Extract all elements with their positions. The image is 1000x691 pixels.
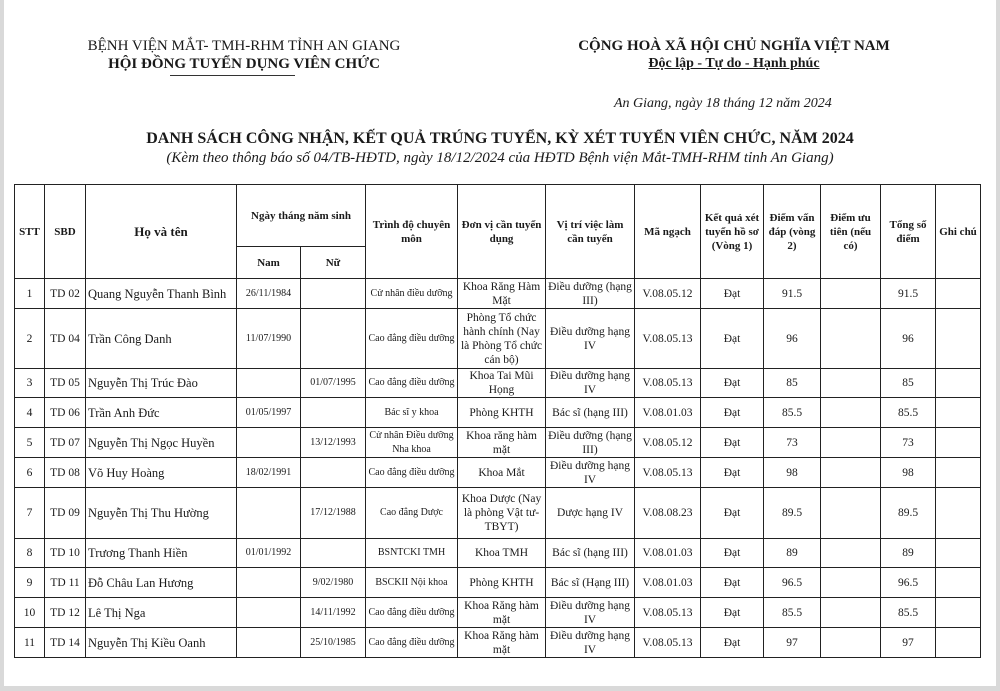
dob-female-cell (301, 279, 366, 309)
unit-cell: Phòng KHTH (458, 398, 546, 428)
qualification-cell: Cao đẳng điều dưỡng (366, 458, 458, 488)
priority-score-cell (821, 488, 881, 539)
round1-result-cell: Đạt (701, 309, 764, 369)
priority-score-cell (821, 539, 881, 568)
total-score-cell: 85 (881, 369, 936, 398)
dob-female-cell (301, 309, 366, 369)
stt-cell: 5 (15, 428, 45, 458)
sbd-cell: TD 05 (45, 369, 86, 398)
position-cell: Bác sĩ (hạng III) (546, 539, 635, 568)
round1-result-cell: Đạt (701, 458, 764, 488)
dob-female-cell: 25/10/1985 (301, 628, 366, 658)
name-cell: Nguyễn Thị Ngọc Huyền (86, 428, 237, 458)
sbd-cell: TD 09 (45, 488, 86, 539)
stt-cell: 1 (15, 279, 45, 309)
dob-male-cell (237, 428, 301, 458)
total-score-cell: 73 (881, 428, 936, 458)
total-score-cell: 91.5 (881, 279, 936, 309)
interview-score-cell: 96 (764, 309, 821, 369)
table-row (15, 279, 981, 309)
dob-male-cell (237, 488, 301, 539)
motto: Độc lập - Tự do - Hạnh phúc (648, 56, 820, 71)
code-cell: V.08.05.13 (635, 309, 701, 369)
country-name: CỘNG HOÀ XÃ HỘI CHỦ NGHĨA VIỆT NAM (578, 38, 890, 54)
table-row (15, 369, 981, 398)
dob-female-cell (301, 539, 366, 568)
round1-result-cell: Đạt (701, 539, 764, 568)
qualification-cell: Cao đẳng điều dưỡng (366, 369, 458, 398)
interview-score-cell: 85.5 (764, 398, 821, 428)
header-unit: Đơn vị cần tuyển dụng (458, 185, 546, 279)
round1-result-cell: Đạt (701, 369, 764, 398)
header-code: Mã ngạch (635, 185, 701, 279)
note-cell (936, 398, 981, 428)
code-cell: V.08.05.13 (635, 598, 701, 628)
dob-male-cell: 26/11/1984 (237, 279, 301, 309)
priority-score-cell (821, 309, 881, 369)
sbd-cell: TD 11 (45, 568, 86, 598)
header-female: Nữ (301, 247, 366, 279)
name-cell: Nguyễn Thị Thu Hường (86, 488, 237, 539)
qualification-cell: Cử nhân Điều dưỡng Nha khoa (366, 428, 458, 458)
header-stt: STT (15, 185, 45, 279)
interview-score-cell: 85 (764, 369, 821, 398)
table-row (15, 398, 981, 428)
code-cell: V.08.01.03 (635, 568, 701, 598)
sbd-cell: TD 02 (45, 279, 86, 309)
stt-cell: 8 (15, 539, 45, 568)
round1-result-cell: Đạt (701, 628, 764, 658)
code-cell: V.08.05.12 (635, 279, 701, 309)
unit-cell: Khoa Dược (Nay là phòng Vật tư-TBYT) (458, 488, 546, 539)
code-cell: V.08.05.13 (635, 458, 701, 488)
table-row (15, 568, 981, 598)
code-cell: V.08.05.12 (635, 428, 701, 458)
name-cell: Đỗ Châu Lan Hương (86, 568, 237, 598)
total-score-cell: 96 (881, 309, 936, 369)
qualification-cell: Cử nhân điều dưỡng (366, 279, 458, 309)
stt-cell: 11 (15, 628, 45, 658)
stt-cell: 9 (15, 568, 45, 598)
stt-cell: 2 (15, 309, 45, 369)
qualification-cell: Cao đẳng điều dưỡng (366, 309, 458, 369)
dob-male-cell (237, 568, 301, 598)
unit-cell: Khoa răng hàm mặt (458, 428, 546, 458)
qualification-cell: Bác sĩ y khoa (366, 398, 458, 428)
dob-female-cell: 13/12/1993 (301, 428, 366, 458)
unit-cell: Khoa TMH (458, 539, 546, 568)
total-score-cell: 96.5 (881, 568, 936, 598)
table-row (15, 598, 981, 628)
header-qualification: Trình độ chuyên môn (366, 185, 458, 279)
position-cell: Bác sĩ (hạng III) (546, 398, 635, 428)
header-round1: Kết quả xét tuyển hồ sơ (Vòng 1) (701, 185, 764, 279)
round1-result-cell: Đạt (701, 568, 764, 598)
dob-female-cell: 01/07/1995 (301, 369, 366, 398)
position-cell: Điều dưỡng hạng IV (546, 628, 635, 658)
table-body (15, 279, 981, 658)
note-cell (936, 279, 981, 309)
priority-score-cell (821, 628, 881, 658)
table-row (15, 458, 981, 488)
sbd-cell: TD 12 (45, 598, 86, 628)
code-cell: V.08.05.13 (635, 628, 701, 658)
note-cell (936, 458, 981, 488)
total-score-cell: 89 (881, 539, 936, 568)
dob-female-cell: 14/11/1992 (301, 598, 366, 628)
qualification-cell: Cao đẳng điều dưỡng (366, 598, 458, 628)
unit-cell: Phòng KHTH (458, 568, 546, 598)
name-cell: Võ Huy Hoàng (86, 458, 237, 488)
name-cell: Quang Nguyễn Thanh Bình (86, 279, 237, 309)
round1-result-cell: Đạt (701, 488, 764, 539)
dob-male-cell: 01/05/1997 (237, 398, 301, 428)
header-male: Nam (237, 247, 301, 279)
qualification-cell: BSCKII Nội khoa (366, 568, 458, 598)
position-cell: Điều dưỡng hạng IV (546, 598, 635, 628)
round1-result-cell: Đạt (701, 428, 764, 458)
header-dob: Ngày tháng năm sinh (237, 185, 366, 247)
priority-score-cell (821, 568, 881, 598)
priority-score-cell (821, 428, 881, 458)
council-name: HỘI ĐỒNG TUYỂN DỤNG VIÊN CHỨC (108, 56, 380, 72)
dob-female-cell (301, 398, 366, 428)
stt-cell: 3 (15, 369, 45, 398)
note-cell (936, 488, 981, 539)
stt-cell: 10 (15, 598, 45, 628)
stt-cell: 7 (15, 488, 45, 539)
unit-cell: Khoa Răng hàm mặt (458, 598, 546, 628)
round1-result-cell: Đạt (701, 279, 764, 309)
stt-cell: 4 (15, 398, 45, 428)
dob-male-cell (237, 369, 301, 398)
unit-cell: Khoa Răng hàm mặt (458, 628, 546, 658)
header-name: Họ và tên (86, 185, 237, 279)
priority-score-cell (821, 458, 881, 488)
document-title: DANH SÁCH CÔNG NHẬN, KẾT QUẢ TRÚNG TUYỂN, KỲ XÉT TUYỂN VIÊN CHỨC, NĂM 2024 (146, 130, 854, 147)
document-date: An Giang, ngày 18 tháng 12 năm 2024 (614, 96, 832, 111)
dob-male-cell (237, 598, 301, 628)
note-cell (936, 539, 981, 568)
header-priority: Điểm ưu tiên (nếu có) (821, 185, 881, 279)
interview-score-cell: 89 (764, 539, 821, 568)
position-cell: Điều dưỡng (hạng III) (546, 279, 635, 309)
total-score-cell: 98 (881, 458, 936, 488)
interview-score-cell: 73 (764, 428, 821, 458)
name-cell: Trương Thanh Hiền (86, 539, 237, 568)
interview-score-cell: 96.5 (764, 568, 821, 598)
qualification-cell: Cao đẳng điều dưỡng (366, 628, 458, 658)
interview-score-cell: 89.5 (764, 488, 821, 539)
unit-cell: Khoa Tai Mũi Họng (458, 369, 546, 398)
code-cell: V.08.05.13 (635, 369, 701, 398)
code-cell: V.08.01.03 (635, 398, 701, 428)
unit-cell: Phòng Tổ chức hành chính (Nay là Phòng Tổ chức cán bộ) (458, 309, 546, 369)
dob-male-cell (237, 628, 301, 658)
code-cell: V.08.08.23 (635, 488, 701, 539)
sbd-cell: TD 14 (45, 628, 86, 658)
position-cell: Điều dưỡng hạng IV (546, 458, 635, 488)
priority-score-cell (821, 279, 881, 309)
position-cell: Điều dưỡng hạng IV (546, 309, 635, 369)
table-row (15, 428, 981, 458)
stt-cell: 6 (15, 458, 45, 488)
qualification-cell: Cao đẳng Dược (366, 488, 458, 539)
note-cell (936, 568, 981, 598)
table-row (15, 539, 981, 568)
position-cell: Điều dưỡng hạng IV (546, 369, 635, 398)
interview-score-cell: 91.5 (764, 279, 821, 309)
interview-score-cell: 98 (764, 458, 821, 488)
interview-score-cell: 97 (764, 628, 821, 658)
position-cell: Điều dưỡng (hạng III) (546, 428, 635, 458)
qualification-cell: BSNTCKI TMH (366, 539, 458, 568)
note-cell (936, 598, 981, 628)
name-cell: Trần Công Danh (86, 309, 237, 369)
round1-result-cell: Đạt (701, 398, 764, 428)
dob-male-cell: 18/02/1991 (237, 458, 301, 488)
table-row (15, 628, 981, 658)
header-sbd: SBD (45, 185, 86, 279)
sbd-cell: TD 07 (45, 428, 86, 458)
results-table (14, 184, 981, 658)
total-score-cell: 85.5 (881, 598, 936, 628)
dob-female-cell: 17/12/1988 (301, 488, 366, 539)
total-score-cell: 89.5 (881, 488, 936, 539)
sbd-cell: TD 08 (45, 458, 86, 488)
name-cell: Lê Thị Nga (86, 598, 237, 628)
document-page (4, 0, 996, 686)
total-score-cell: 97 (881, 628, 936, 658)
sbd-cell: TD 06 (45, 398, 86, 428)
sbd-cell: TD 10 (45, 539, 86, 568)
dob-female-cell (301, 458, 366, 488)
priority-score-cell (821, 398, 881, 428)
name-cell: Nguyễn Thị Trúc Đào (86, 369, 237, 398)
priority-score-cell (821, 369, 881, 398)
name-cell: Nguyễn Thị Kiều Oanh (86, 628, 237, 658)
table-row (15, 309, 981, 369)
unit-cell: Khoa Răng Hàm Mặt (458, 279, 546, 309)
table-row (15, 488, 981, 539)
note-cell (936, 628, 981, 658)
sbd-cell: TD 04 (45, 309, 86, 369)
document-subtitle: (Kèm theo thông báo số 04/TB-HĐTD, ngày 18/12/2024 của HĐTD Bệnh viện Mắt-TMH-RHM tỉnh An Giang) (166, 150, 834, 166)
header-interview: Điểm vấn đáp (vòng 2) (764, 185, 821, 279)
interview-score-cell: 85.5 (764, 598, 821, 628)
org-name: BỆNH VIỆN MẮT- TMH-RHM TỈNH AN GIANG (87, 38, 401, 54)
dob-male-cell: 11/07/1990 (237, 309, 301, 369)
header-note: Ghi chú (936, 185, 981, 279)
note-cell (936, 369, 981, 398)
code-cell: V.08.01.03 (635, 539, 701, 568)
round1-result-cell: Đạt (701, 598, 764, 628)
note-cell (936, 309, 981, 369)
position-cell: Dược hạng IV (546, 488, 635, 539)
header-total: Tổng số điểm (881, 185, 936, 279)
priority-score-cell (821, 598, 881, 628)
unit-cell: Khoa Mắt (458, 458, 546, 488)
total-score-cell: 85.5 (881, 398, 936, 428)
dob-female-cell: 9/02/1980 (301, 568, 366, 598)
name-cell: Trần Anh Đức (86, 398, 237, 428)
note-cell (936, 428, 981, 458)
dob-male-cell: 01/01/1992 (237, 539, 301, 568)
header-position: Vị trí việc làm cần tuyển (546, 185, 635, 279)
position-cell: Bác sĩ (Hạng III) (546, 568, 635, 598)
underline-divider (170, 75, 295, 76)
